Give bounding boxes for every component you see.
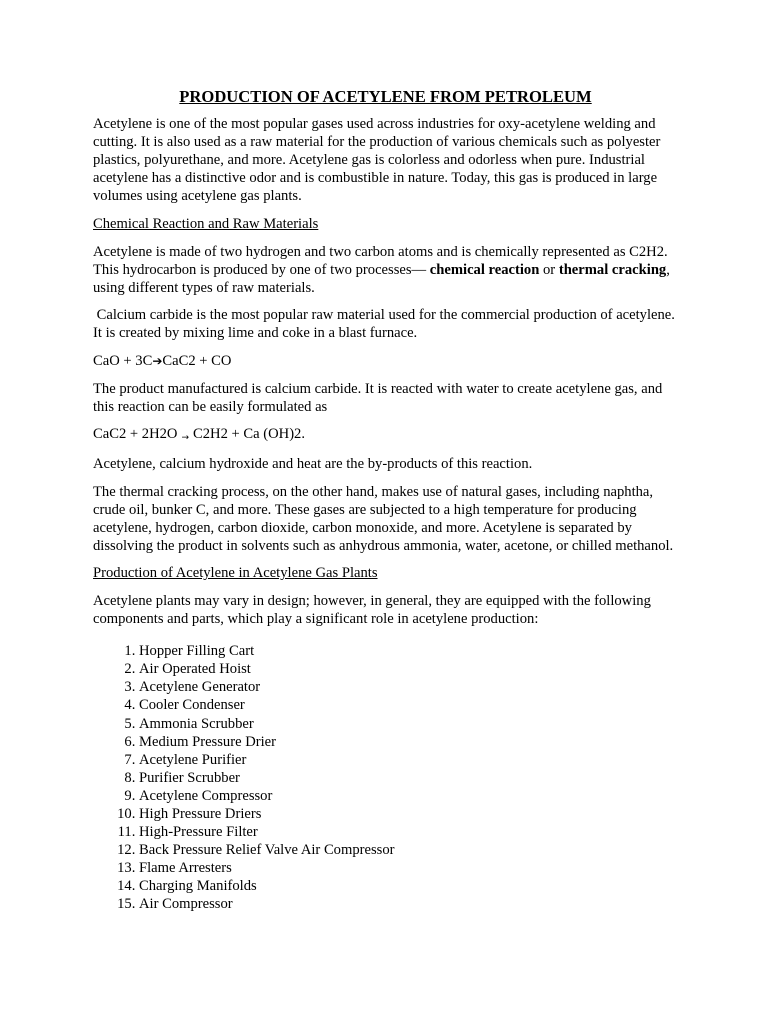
intro-paragraph: Acetylene is one of the most popular gases used across industries for oxy-acetylene welding and cutting. It is also used as a raw material for the production of various chemicals such as polyester plastics, polyurethane, and more. Acetylene gas is colorless and odorless when pure. Industrial acetylene has a distinctive odor and is combustible in nature. Today, this gas is produced in large volumes using acetylene gas plants. <box>93 116 661 205</box>
list-item: 9. Acetylene Compressor <box>139 787 678 805</box>
list-item: 4. Cooler Condenser <box>139 696 678 714</box>
list-item: 3. Acetylene Generator <box>139 678 678 696</box>
bold-thermal-cracking: thermal cracking <box>558 261 667 278</box>
list-item: 1. Hopper Filling Cart <box>139 642 678 660</box>
bold-chemical-reaction: chemical reaction <box>429 261 540 278</box>
components-list <box>93 642 678 913</box>
list-item: 7. Acetylene Purifier <box>139 751 678 769</box>
byproducts-paragraph: Acetylene, calcium hydroxide and heat are the by-products of this reaction. <box>93 455 533 472</box>
list-item: 13. Flame Arresters <box>139 859 678 877</box>
list-item: 5. Ammonia Scrubber <box>139 715 678 733</box>
document-page <box>93 87 678 914</box>
list-item: 8. Purifier Scrubber <box>139 769 678 787</box>
thermal-cracking-paragraph: The thermal cracking process, on the other hand, makes use of natural gases, including naphtha, crude oil, bunker C, and more. These gases are subjected to a high temperature for producing acetylene, hydrogen, carbon dioxide, carbon monoxide, and more. Acetylene is separated by dissolving the product in solvents such as anhydrous ammonia, water, acetone, or chilled methanol. <box>93 483 674 554</box>
equation-1 <box>93 352 678 370</box>
section-heading-gas-plants: Production of Acetylene in Acetylene Gas Plants <box>93 565 378 582</box>
list-item: 12. Back Pressure Relief Valve Air Compressor <box>139 841 678 859</box>
list-item: 14. Charging Manifolds <box>139 877 678 895</box>
equation-1-left: CaO + 3C <box>93 353 153 370</box>
right-arrow-icon: ➔ <box>152 354 163 369</box>
list-item: 15. Air Compressor <box>139 895 678 913</box>
equation-2-right: C2H2 + Ca (OH)2. <box>193 426 305 443</box>
calcium-carbide-paragraph: Calcium carbide is the most popular raw material used for the commercial production of acetylene. It is created by mixing lime and coke in a blast furnace. <box>93 307 679 342</box>
chemistry-text-3: , using different types of raw materials. <box>93 261 670 296</box>
list-item: 10. High Pressure Driers <box>139 805 678 823</box>
equation-2 <box>93 425 678 445</box>
right-arrow-icon: → <box>181 433 189 444</box>
equation-2-left: CaC2 + 2H2O <box>93 426 178 443</box>
document-title: PRODUCTION OF ACETYLENE FROM PETROLEUM <box>179 87 592 106</box>
section-heading-chemical-reaction: Chemical Reaction and Raw Materials <box>93 215 319 232</box>
chemistry-text-2: or <box>539 261 559 278</box>
list-item: 6. Medium Pressure Drier <box>139 733 678 751</box>
plant-components-paragraph: Acetylene plants may vary in design; however, in general, they are equipped with the following components and parts, which play a significant role in acetylene production: <box>93 592 651 628</box>
equation-1-right: CaC2 + CO <box>162 353 232 370</box>
list-item: 11. High-Pressure Filter <box>139 823 678 841</box>
water-reaction-paragraph: The product manufactured is calcium carbide. It is reacted with water to create acetylene gas, and this reaction can be easily formulated as <box>93 380 663 415</box>
chemistry-paragraph <box>93 243 678 297</box>
list-item: 2. Air Operated Hoist <box>139 660 678 678</box>
chemistry-text-1: Acetylene is made of two hydrogen and two carbon atoms and is chemically represented as C2H2. This hydrocarbon is produced by one of two processes— <box>93 243 668 278</box>
